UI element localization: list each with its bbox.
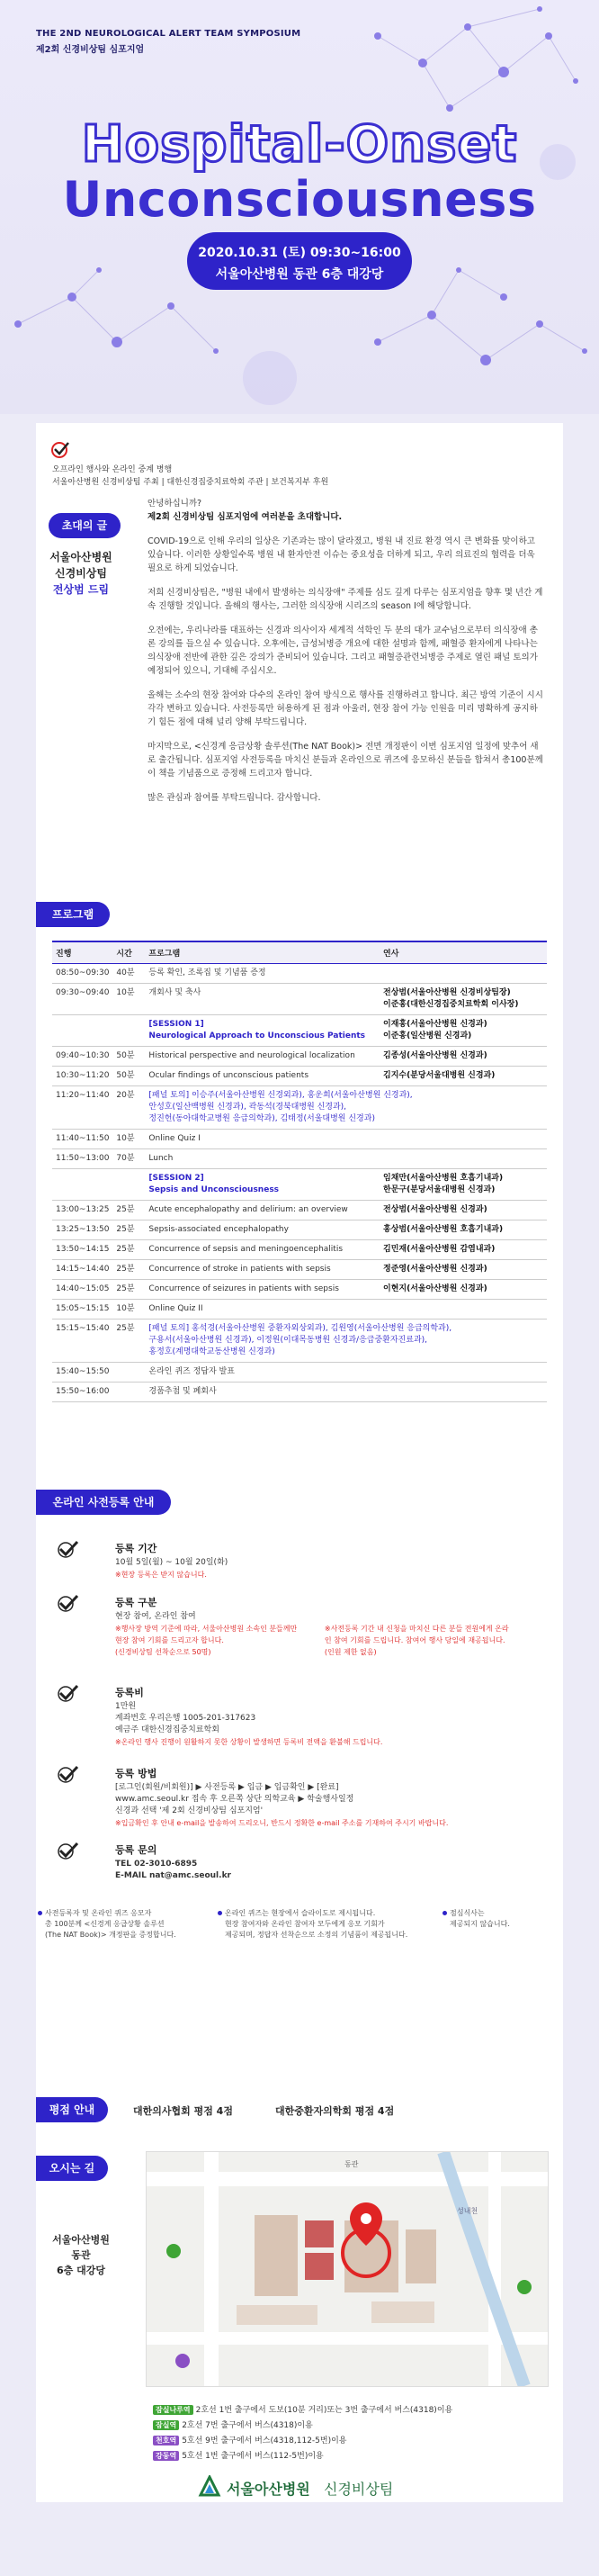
row-speaker: 김지수(분당서울대병원 신경과) [380, 1067, 547, 1086]
signature-line3: 전상범 드림 [52, 583, 110, 596]
notice-line2: 서울아산병원 신경비상팀 주최 | 대한신경집중치료학회 주관 | 보건복지부 후원 [52, 478, 329, 487]
row-program: Concurrence of sepsis and meningoencephalitis [145, 1240, 380, 1260]
reg-note-book: 사전등록자 및 온라인 퀴즈 응모자 총 100분께 <신경계 응급상황 솔루션 (The NAT Book)> 개정판을 증정합니다. [45, 1908, 189, 1941]
reg-fee-line3: 예금주 대한신경집중치료학회 [115, 1725, 219, 1734]
row-duration: 25분 [112, 1260, 145, 1280]
row-program: Concurrence of stroke in patients with sepsis [145, 1260, 380, 1280]
col-program: 프로그램 [145, 941, 380, 964]
row-program: Ocular findings of unconscious patients [145, 1067, 380, 1086]
reg-period-body [115, 1557, 547, 1581]
event-venue: 서울아산병원 동관 6층 대강당 [215, 267, 384, 282]
reg-method-note: ※입금확인 후 안내 e-mail을 발송하여 드리오니, 반드시 정확한 e-mail 주소를 기재하여 주시기 바랍니다. [115, 1819, 449, 1827]
subway-text: 5호선 1번 출구에서 버스(112-5번)이용 [182, 2452, 324, 2461]
greeting-p1b: 제2회 신경비상팀 심포지엄에 여러분을 초대합니다. [148, 512, 343, 522]
reg-fee-note: ※온라인 행사 진행이 원활하지 못한 상황이 발생하면 등록비 전액을 환불해 드립니다. [115, 1738, 383, 1746]
row-duration: 10분 [112, 984, 145, 1015]
program-row [52, 964, 547, 984]
checkmark-icon [56, 1683, 79, 1703]
program-label: 프로그램 [36, 902, 110, 927]
program-row [52, 1220, 547, 1240]
event-date: 2020.10.31 (토) 09:30~16:00 [198, 246, 401, 260]
map-label-river: 성내천 [457, 2207, 478, 2215]
subway-text: 2호선 1번 출구에서 도보(10분 거리)또는 3번 출구에서 버스(4318)이용 [195, 2406, 453, 2415]
row-program: Concurrence of seizures in patients with sepsis [145, 1280, 380, 1300]
subway-tag: 잠실역 [153, 2420, 179, 2430]
greeting-p1a: 안녕하십니까? [148, 499, 202, 509]
hero-banner [0, 0, 599, 414]
date-venue-badge [187, 232, 412, 290]
row-duration: 25분 [112, 1280, 145, 1300]
greeting-label: 초대의 글 [49, 513, 121, 538]
program-table [52, 941, 547, 1402]
row-time: 08:50~09:30 [52, 964, 112, 984]
program-row [52, 1067, 547, 1086]
checkmark-icon [56, 1593, 79, 1613]
checkmark-icon [56, 1764, 79, 1784]
program-header-row [52, 941, 547, 964]
row-duration: 40분 [112, 964, 145, 984]
reg-method-line2: www.amc.seoul.kr 접속 후 오른쪽 상단 의학교육 ▶ 학술행사일정 [115, 1795, 354, 1804]
reg-method-line1: [로그인(회원/비회원)] ▶ 사전등록 ▶ 입금 ▶ 입금확인 ▶ [완료] [115, 1783, 339, 1792]
reg-contact-title: 등록 문의 [115, 1844, 157, 1856]
main-title-line1: Hospital-Onset [81, 115, 518, 174]
row-speaker: 이현지(서울아산병원 신경과) [380, 1280, 547, 1300]
reg-contact-tel: TEL 02-3010-6895 [115, 1860, 198, 1869]
program-row [52, 1130, 547, 1149]
row-time: 11:40~11:50 [52, 1130, 112, 1149]
row-speaker: 임채만(서울아산병원 호흡기내과) 한문구(분당서울대병원 신경과) [380, 1169, 547, 1201]
row-speaker [380, 964, 547, 984]
subway-text: 2호선 7번 출구에서 버스(4318)이용 [182, 2421, 313, 2430]
row-time: 09:30~09:40 [52, 984, 112, 1015]
hospital-name: 서울아산병원 [227, 2481, 310, 2498]
greeting-text [148, 497, 543, 815]
program-rows [52, 964, 547, 1402]
program-row [52, 1240, 547, 1260]
row-speaker [380, 1363, 547, 1383]
reg-period-line: 10월 5일(월) ~ 10월 20일(화) [115, 1558, 228, 1567]
reg-method-line3: 신경과 선택 '제 2회 신경비상팀 심포지엄' [115, 1806, 264, 1815]
row-time: 14:40~15:05 [52, 1280, 112, 1300]
program-row [52, 1169, 547, 1201]
location-map[interactable] [146, 2151, 549, 2387]
row-duration [112, 1015, 145, 1047]
row-time: 13:50~14:15 [52, 1240, 112, 1260]
program-row [52, 1149, 547, 1169]
subway-row [153, 2449, 324, 2461]
greeting-p6: 마지막으로, <신경계 응급상황 솔루션(The NAT Book)> 전면 개정판이 이번 심포지엄 일정에 맞추어 새로 출간됩니다. 심포지엄 사전등록을 마치신 분들과 온라인으로 퀴즈에 응모하신 분들을 합쳐서 총100분께 이 책을 기념품으로 증정해 드리고자 합니다. [148, 742, 543, 779]
subway-tag: 천호역 [153, 2436, 179, 2445]
reg-type-line: 현장 참여, 온라인 참여 [115, 1612, 196, 1621]
row-duration [112, 1383, 145, 1402]
subway-tag: 강동역 [153, 2451, 179, 2461]
row-duration: 20분 [112, 1086, 145, 1130]
row-program: Online Quiz I [145, 1130, 380, 1149]
program-row [52, 1047, 547, 1067]
row-speaker: 홍상범(서울아산병원 호흡기내과) [380, 1220, 547, 1240]
subway-row [153, 2403, 452, 2415]
row-time: 15:05~15:15 [52, 1300, 112, 1320]
program-row [52, 1363, 547, 1383]
notice-line1: 오프라인 행사와 온라인 중계 병행 [52, 465, 173, 474]
row-program: 경품추첨 및 폐회사 [145, 1383, 380, 1402]
row-time: 09:40~10:30 [52, 1047, 112, 1067]
directions-label: 오시는 길 [36, 2156, 108, 2181]
reg-type-note1: ※행사장 방역 기준에 따라, 서울아산병원 소속인 분들께만 현장 참여 기회를 드리고자 합니다. (신경비상팀 선착순으로 50명) [115, 1625, 298, 1656]
row-program: [패널 토의] 홍석경(서울아산병원 중환자외상외과), 김원영(서울아산병원 응급의학과), 구용서(서울아산병원 신경과), 이정원(이대목동병원 신경과/응급중환자진료과), 홍정호(계명대학교동산병원 신경과) [145, 1320, 547, 1363]
row-program: Online Quiz II [145, 1300, 380, 1320]
col-progress: 진행 [52, 941, 112, 964]
subway-tag: 잠실나루역 [153, 2405, 193, 2415]
credits-label: 평점 안내 [36, 2097, 108, 2122]
credit-item-2: 대한중환자의학회 평점 4점 [275, 2105, 395, 2117]
check-circle-icon [50, 439, 70, 459]
greeting-p4: 오전에는, 우리나라를 대표하는 신경과 의사이자 세계적 석학인 두 분의 대가 교수님으로부터 의식장애 총론 강의를 들으실 수 있습니다. 오후에는, 급성뇌병증 개요에 대한 설명과 함께, 패혈증 환자에게 나타나는 의식장애 전반에 관한 깊은 강의가 준비되어 있습니다. 그리고 패혈증관련뇌병증 주제로 열린 패널 토의가 예정되어 있으니, 기대해 주십시오. [148, 626, 538, 676]
row-duration: 50분 [112, 1047, 145, 1067]
row-duration: 25분 [112, 1320, 145, 1363]
row-speaker: 전상범(서울아산병원 신경과) [380, 1201, 547, 1220]
main-title-line2: Unconsciousness [62, 171, 537, 228]
col-speaker: 연사 [380, 941, 547, 964]
col-duration: 시간 [112, 941, 145, 964]
row-time: 13:25~13:50 [52, 1220, 112, 1240]
row-speaker [380, 1149, 547, 1169]
row-duration: 25분 [112, 1220, 145, 1240]
place-line2: 동관 [71, 2249, 91, 2261]
row-time: 15:15~15:40 [52, 1320, 112, 1363]
signature-line1: 서울아산병원 [49, 551, 112, 563]
greeting-p3: 저희 신경비상팀은, "병원 내에서 발생하는 의식장애" 주제를 심도 깊게 다루는 심포지엄을 향후 몇 년간 계속 진행할 것입니다. 올해의 행사는, 그러한 의식장애 시리즈의 season I에 해당합니다. [148, 588, 543, 611]
greeting-signature [36, 549, 126, 598]
greeting-p5: 올해는 소수의 현장 참여와 다수의 온라인 참여 방식으로 행사를 진행하려고 합니다. 최근 방역 기준이 시시각각 변하고 있습니다. 사전등록만 허용하게 된 점과 아울러, 현장 참여 가능 인원을 미리 명확하게 공지하기 힘든 점에 대해 널리 양해 부탁드립니다. [148, 690, 543, 727]
row-program: [SESSION 2] Sepsis and Unconsciousness [145, 1169, 380, 1201]
row-speaker: 김종성(서울아산병원 신경과) [380, 1047, 547, 1067]
map-illustration-icon [147, 2152, 548, 2386]
row-speaker [380, 1383, 547, 1402]
map-label-north: 동관 [344, 2160, 359, 2168]
row-duration [112, 1363, 145, 1383]
reg-fee-body [115, 1701, 547, 1748]
reg-type-body [115, 1611, 547, 1658]
program-row [52, 1086, 547, 1130]
reg-period-note: ※현장 등록은 받지 않습니다. [115, 1571, 207, 1579]
reg-contact-body [115, 1859, 547, 1882]
hospital-emblem-icon [198, 2475, 221, 2499]
program-row [52, 984, 547, 1015]
credit-item-1: 대한의사협회 평점 4점 [133, 2105, 233, 2117]
subway-text: 5호선 9번 출구에서 버스(4318,112-5번)이용 [182, 2436, 347, 2445]
directions-place [36, 2232, 126, 2278]
symposium-eng-title: THE 2ND NEUROLOGICAL ALERT TEAM SYMPOSIUM [36, 29, 301, 39]
reg-type-title: 등록 구분 [115, 1597, 157, 1608]
row-speaker: 김민재(서울아산병원 감염내과) [380, 1240, 547, 1260]
program-row [52, 1201, 547, 1220]
row-program: 등록 확인, 조록집 및 기념품 증정 [145, 964, 380, 984]
reg-method-title: 등록 방법 [115, 1768, 157, 1779]
row-speaker [380, 1300, 547, 1320]
row-time: 11:20~11:40 [52, 1086, 112, 1130]
row-time: 14:15~14:40 [52, 1260, 112, 1280]
row-time: 13:00~13:25 [52, 1201, 112, 1220]
row-duration: 10분 [112, 1130, 145, 1149]
row-speaker: 이재홍(서울아산병원 신경과) 이준홍(일산병원 신경과) [380, 1015, 547, 1047]
row-program: 개회사 및 축사 [145, 984, 380, 1015]
reg-fee-line1: 1만원 [115, 1702, 137, 1711]
hospital-logo [162, 2473, 432, 2500]
registration-label: 온라인 사전등록 안내 [36, 1490, 171, 1515]
checkmark-icon [56, 1539, 79, 1559]
reg-fee-line2: 계좌번호 우리은행 1005-201-317623 [115, 1714, 256, 1723]
row-time [52, 1015, 112, 1047]
subway-row [153, 2418, 313, 2430]
reg-fee-title: 등록비 [115, 1687, 144, 1698]
row-program: Lunch [145, 1149, 380, 1169]
program-row [52, 1280, 547, 1300]
reg-note-quiz: 온라인 퀴즈는 현장에서 슬라이도로 제시됩니다. 현장 참여자와 온라인 참여자 모두에게 응모 기회가 제공되며, 정답자 선착순으로 소정의 기념품이 제공됩니다. [225, 1908, 423, 1941]
row-time: 10:30~11:20 [52, 1067, 112, 1086]
content-card [36, 423, 563, 2502]
program-row [52, 1260, 547, 1280]
signature-line2: 신경비상팀 [55, 567, 107, 580]
row-program: Sepsis-associated encephalopathy [145, 1220, 380, 1240]
row-duration: 50분 [112, 1067, 145, 1086]
row-duration [112, 1169, 145, 1201]
row-time: 15:40~15:50 [52, 1363, 112, 1383]
row-program: 온라인 퀴즈 정답자 발표 [145, 1363, 380, 1383]
greeting-p2: COVID-19으로 인해 우리의 일상은 기존과는 많이 달라졌고, 병원 내 진료 환경 역시 큰 변화를 맞이하고 있습니다. 이러한 상황일수록 병원 내 환자안전 이슈는 중요성을 더하게 되고, 우리 의료진의 협력을 더욱 필요로 하게 되었습니다. [148, 536, 535, 573]
reg-contact-email: E-MAIL nat@amc.seoul.kr [115, 1871, 231, 1880]
greeting-p7: 많은 관심과 참여를 부탁드립니다. 감사합니다. [148, 793, 321, 803]
reg-period-title: 등록 기간 [115, 1543, 157, 1554]
symposium-kor-title: 제2회 신경비상팀 심포지엄 [36, 45, 145, 55]
row-speaker [380, 1130, 547, 1149]
checkmark-icon [56, 1841, 79, 1860]
reg-note-lunch: 점심식사는 제공되지 않습니다. [450, 1908, 549, 1930]
team-name: 신경비상팀 [324, 2481, 394, 2498]
row-duration: 25분 [112, 1240, 145, 1260]
row-time: 11:50~13:00 [52, 1149, 112, 1169]
program-row [52, 1015, 547, 1047]
reg-method-body [115, 1782, 547, 1829]
row-duration: 25분 [112, 1201, 145, 1220]
row-program: [패널 토의] 이승주(서울아산병원 신경외과), 홍운희(서울아산병원 신경과), 안성호(일산백병원 신경과), 곽동석(경북대병원 신경과), 정진헌(동아대학교병원 응급의학과), 김태정(서울대병원 신경과) [145, 1086, 547, 1130]
row-program: Acute encephalopathy and delirium: an overview [145, 1201, 380, 1220]
row-program: [SESSION 1] Neurological Approach to Unconscious Patients [145, 1015, 380, 1047]
subway-row [153, 2434, 347, 2445]
row-program: Historical perspective and neurological localization [145, 1047, 380, 1067]
place-line1: 서울아산병원 [52, 2234, 110, 2246]
row-time: 15:50~16:00 [52, 1383, 112, 1402]
row-speaker: 전상범(서울아산병원 신경비상팀장) 이준홍(대한신경집중치료학회 이사장) [380, 984, 547, 1015]
row-duration: 70분 [112, 1149, 145, 1169]
row-duration: 10분 [112, 1300, 145, 1320]
place-line3: 6층 대강당 [57, 2265, 105, 2276]
program-row [52, 1300, 547, 1320]
row-time [52, 1169, 112, 1201]
row-speaker: 정준영(서울아산병원 신경과) [380, 1260, 547, 1280]
program-row [52, 1320, 547, 1363]
program-row [52, 1383, 547, 1402]
reg-type-note2: ※사전등록 기간 내 신청을 마치신 다른 분들 전원에게 온라인 참여 기회를 드립니다. 참여어 행사 당일에 재공됩니다. (인원 제한 없음) [324, 1625, 509, 1656]
